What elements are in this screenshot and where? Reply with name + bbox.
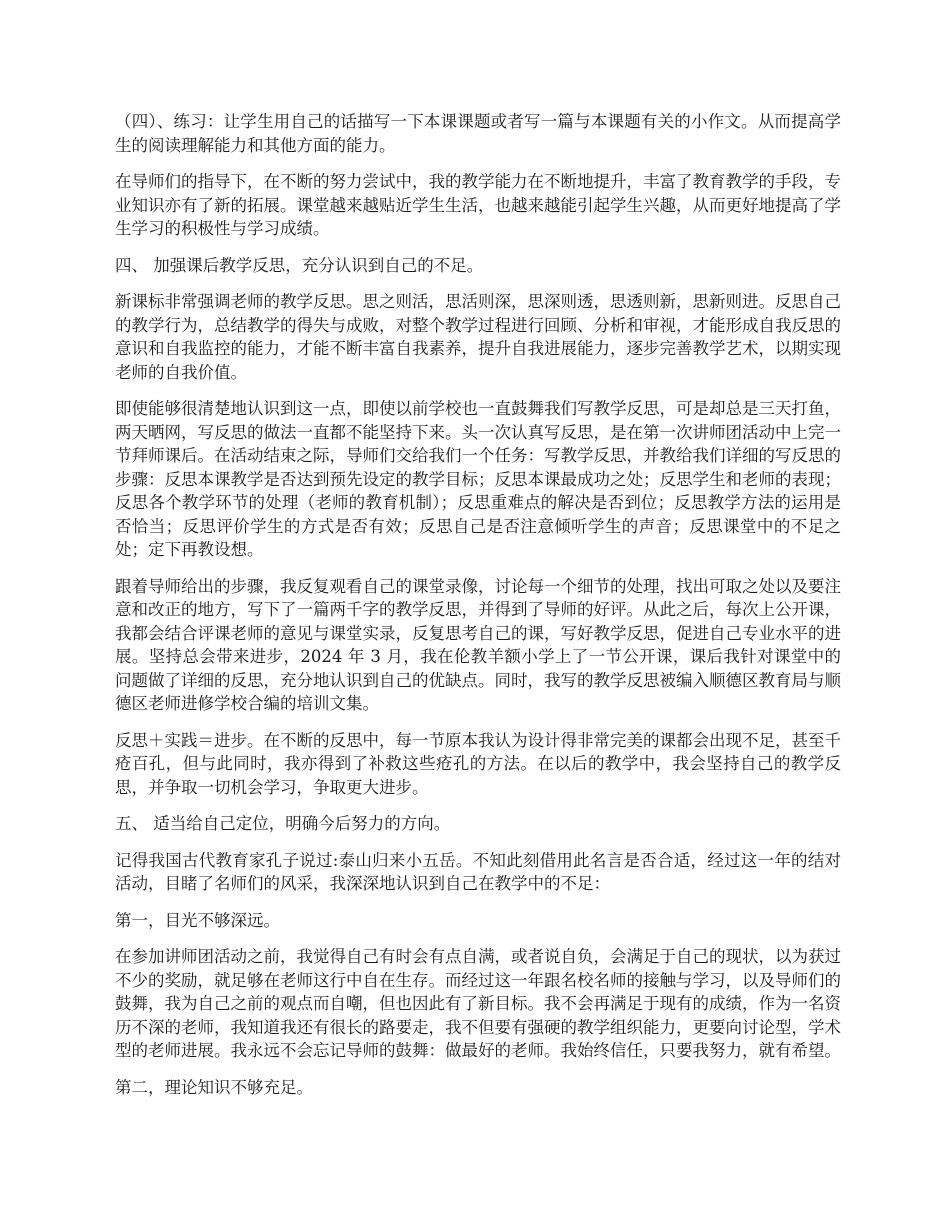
paragraph-first-detail: 在参加讲师团活动之前，我觉得自己有时会有点自满，或者说自负，会满足于自己的现状，以为获过不少的奖励，就足够在老师这行中自在生存。而经过这一年跟名校名师的接触与学习，以及导师们的鼓舞，我为自己之前的观点而自嘲，但也因此有了新目标。我不会再满足于现有的成绩，作为一名资历不深的老师，我知道我还有很长的路要走，我不但要有强硬的教学组织能力，更要向讨论型，学术型的老师进展。我永远不会忘记导师的鼓舞：做最好的老师。我始终信任，只要我努力，就有希望。 (115, 947, 841, 1060)
paragraph-reflection-steps: 即使能够很清楚地认识到这一点，即使以前学校也一直鼓舞我们写教学反思，可是却总是三天打鱼，两天晒网，写反思的做法一直都不能坚持下来。头一次认真写反思，是在第一次讲师团活动中上完一节拜师课后。在活动结束之际，导师们交给我们一个任务：写教学反思，并教给我们详细的写反思的步骤：反思本课教学是否达到预先设定的教学目标；反思本课最成功之处；反思学生和老师的表现；反思各个教学环节的处理（老师的教育机制）；反思重难点的解决是否到位；反思教学方法的运用是否恰当；反思评价学生的方式是否有效；反思自己是否注意倾听学生的声音；反思课堂中的不足之处；定下再教设想。 (115, 399, 841, 559)
document-body (115, 110, 841, 1112)
paragraph-confucius: 记得我国古代教育家孔子说过:泰山归来小五岳。不知此刻借用此名言是否合适，经过这一年的结对活动，目睹了名师们的风采，我深深地认识到自己在教学中的不足： (115, 850, 841, 893)
paragraph-reflection-practice: 跟着导师给出的步骤，我反复观看自己的课堂录像，讨论每一个细节的处理，找出可取之处以及要注意和改正的地方，写下了一篇两千字的教学反思，并得到了导师的好评。从此之后，每次上公开课，我都会结合评课老师的意见与课堂实录，反复思考自己的课，写好教学反思，促进自己专业水平的进展。坚持总会带来进步，2024 年 3 月，我在伦教羊额小学上了一节公开课，课后我针对课堂中的问题做了详细的反思，充分地认识到自己的优缺点。同时，我写的教学反思被编入顺德区教育局与顺德区老师进修学校合编的培训文集。 (115, 576, 841, 713)
subheading-second: 第二，理论知识不够充足。 (115, 1077, 313, 1097)
subheading-first: 第一，目光不够深远。 (115, 910, 280, 930)
paragraph-reflection-progress: 反思＋实践＝进步。在不断的反思中，每一节原本我认为设计得非常完美的课都会出现不足，甚至千疮百孔，但与此同时，我亦得到了补救这些疮孔的方法。在以后的教学中，我会坚持自己的教学反思，并争取一切机会学习，争取更大进步。 (115, 730, 841, 797)
paragraph-guidance: 在导师们的指导下，在不断的努力尝试中，我的教学能力在不断地提升，丰富了教育教学的手段，专业知识亦有了新的拓展。课堂越来越贴近学生生活，也越来越能引起学生兴趣，从而更好地提高了学生学习的积极性与学习成绩。 (115, 172, 841, 238)
section-heading-four: 四、 加强课后教学反思，充分认识到自己的不足。 (115, 255, 484, 275)
paragraph-practice: （四）、练习：让学生用自己的话描写一下本课课题或者写一篇与本课题有关的小作文。从而提高学生的阅读理解能力和其他方面的能力。 (115, 112, 841, 155)
paragraph-reflection-intro: 新课标非常强调老师的教学反思。思之则活，思活则深，思深则透，思透则新，思新则进。反思自己的教学行为，总结教学的得失与成败，对整个教学过程进行回顾、分析和审视，才能形成自我反思的意识和自我监控的能力，才能不断丰富自我素养，提升自我进展能力，逐步完善教学艺术，以期实现老师的自我价值。 (115, 292, 841, 382)
section-heading-five: 五、 适当给自己定位，明确今后努力的方向。 (115, 814, 451, 833)
